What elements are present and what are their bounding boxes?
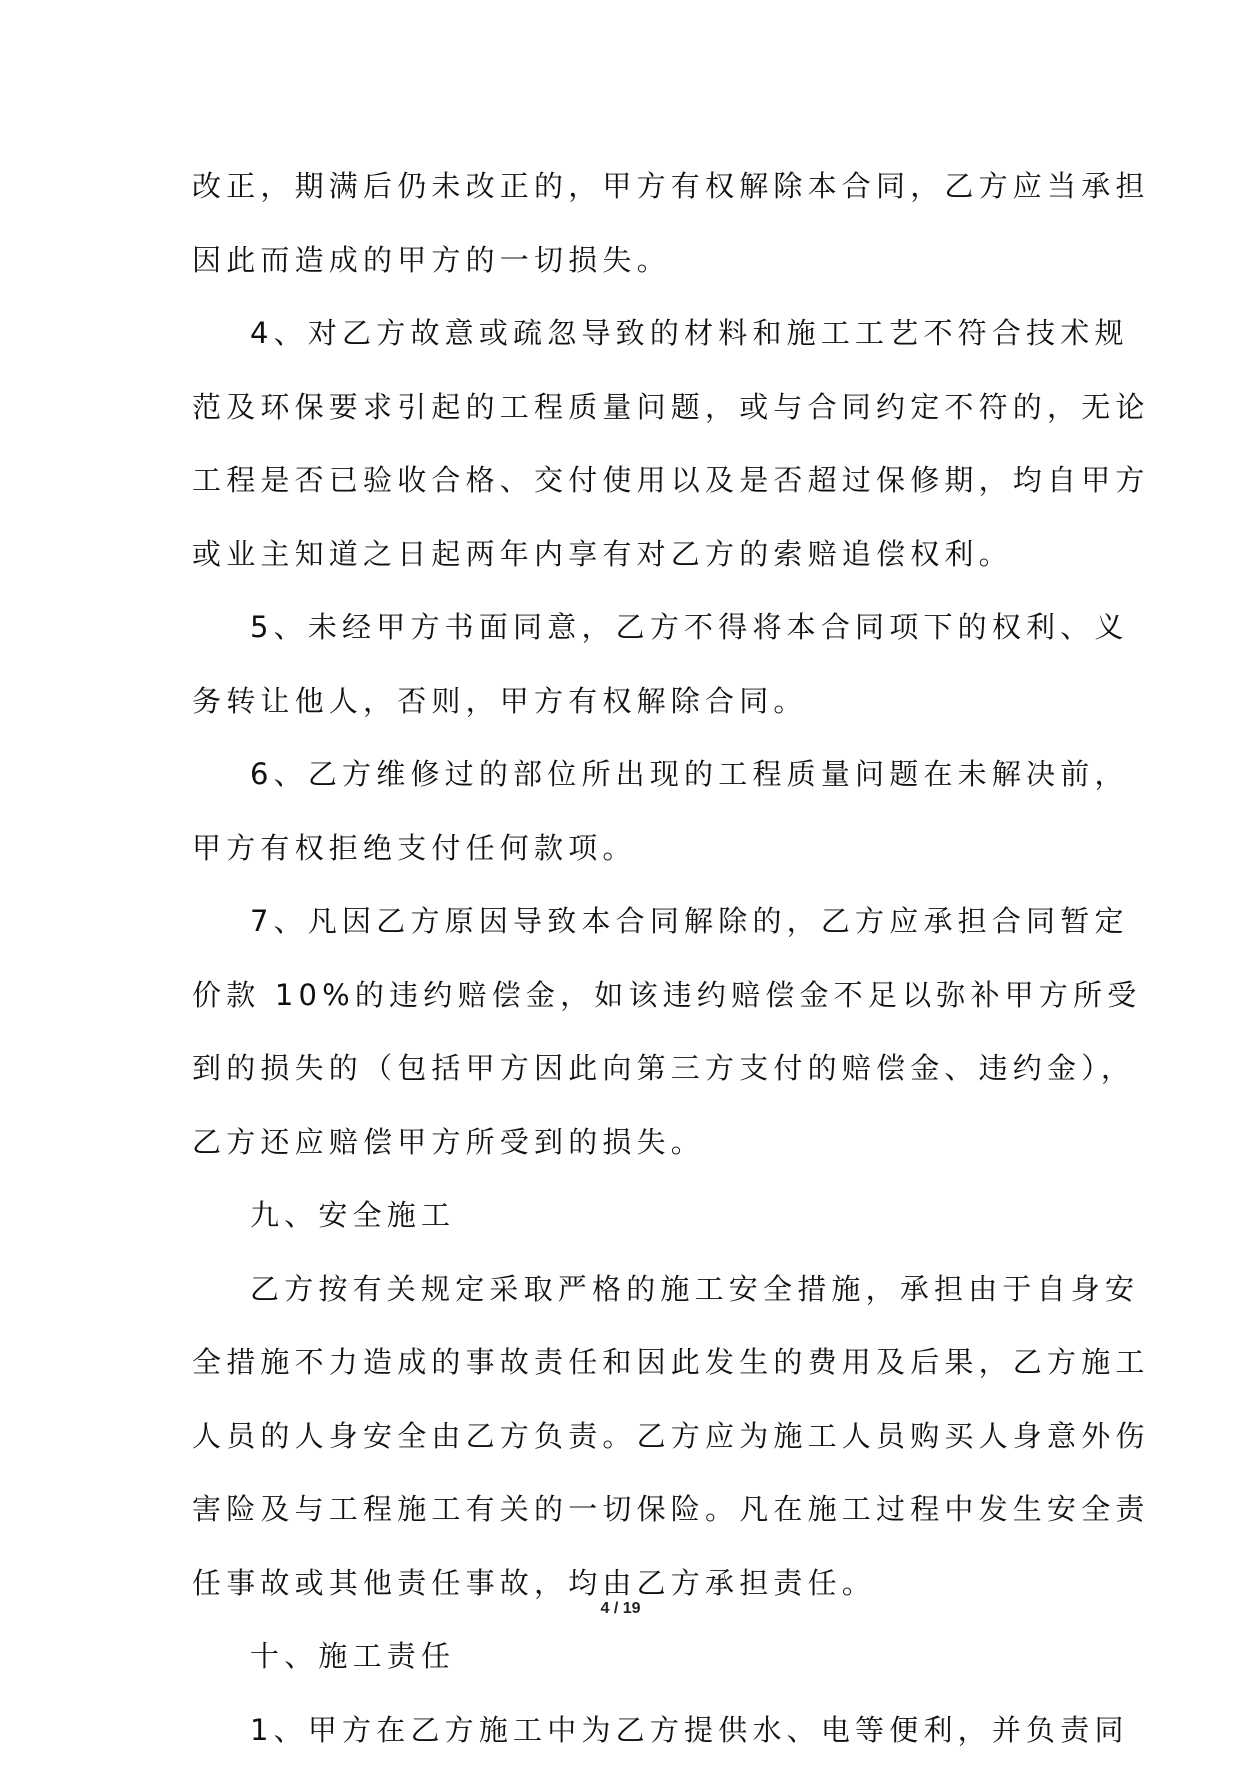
- text-line: 全措施不力造成的事故责任和因此发生的费用及后果，乙方施工: [192, 1336, 1052, 1410]
- text-line: 乙方按有关规定采取严格的施工安全措施，承担由于自身安: [192, 1263, 1052, 1337]
- text-line: 7、凡因乙方原因导致本合同解除的，乙方应承担合同暂定: [192, 895, 1052, 969]
- text-line: 到的损失的（包括甲方因此向第三方支付的赔偿金、违约金），: [192, 1042, 1052, 1116]
- text-line: 工程是否已验收合格、交付使用以及是否超过保修期，均自甲方: [192, 454, 1052, 528]
- text-line: 任事故或其他责任事故，均由乙方承担责任。: [192, 1557, 1052, 1631]
- text-line: 因此而造成的甲方的一切损失。: [192, 234, 1052, 308]
- text-line: 务转让他人，否则，甲方有权解除合同。: [192, 675, 1052, 749]
- text-line: 乙方还应赔偿甲方所受到的损失。: [192, 1116, 1052, 1190]
- text-line: 人员的人身安全由乙方负责。乙方应为施工人员购买人身意外伤: [192, 1410, 1052, 1484]
- document-body: [192, 160, 1052, 1777]
- text-line: 6、乙方维修过的部位所出现的工程质量问题在未解决前，: [192, 748, 1052, 822]
- text-line: 1、甲方在乙方施工中为乙方提供水、电等便利，并负责同: [192, 1704, 1052, 1777]
- text-line: 改正，期满后仍未改正的，甲方有权解除本合同，乙方应当承担: [192, 160, 1052, 234]
- text-line: 甲方有权拒绝支付任何款项。: [192, 822, 1052, 896]
- text-line: 或业主知道之日起两年内享有对乙方的索赔追偿权利。: [192, 528, 1052, 602]
- text-line: 范及环保要求引起的工程质量问题，或与合同约定不符的，无论: [192, 381, 1052, 455]
- text-line: 害险及与工程施工有关的一切保险。凡在施工过程中发生安全责: [192, 1483, 1052, 1557]
- text-line: 价款 10%的违约赔偿金，如该违约赔偿金不足以弥补甲方所受: [192, 969, 1052, 1043]
- text-line: 4、对乙方故意或疏忽导致的材料和施工工艺不符合技术规: [192, 307, 1052, 381]
- text-line: 5、未经甲方书面同意，乙方不得将本合同项下的权利、义: [192, 601, 1052, 675]
- text-line: 十、施工责任: [192, 1630, 1052, 1704]
- page-number: 4 / 19: [0, 1600, 1241, 1618]
- text-line: 九、安全施工: [192, 1189, 1052, 1263]
